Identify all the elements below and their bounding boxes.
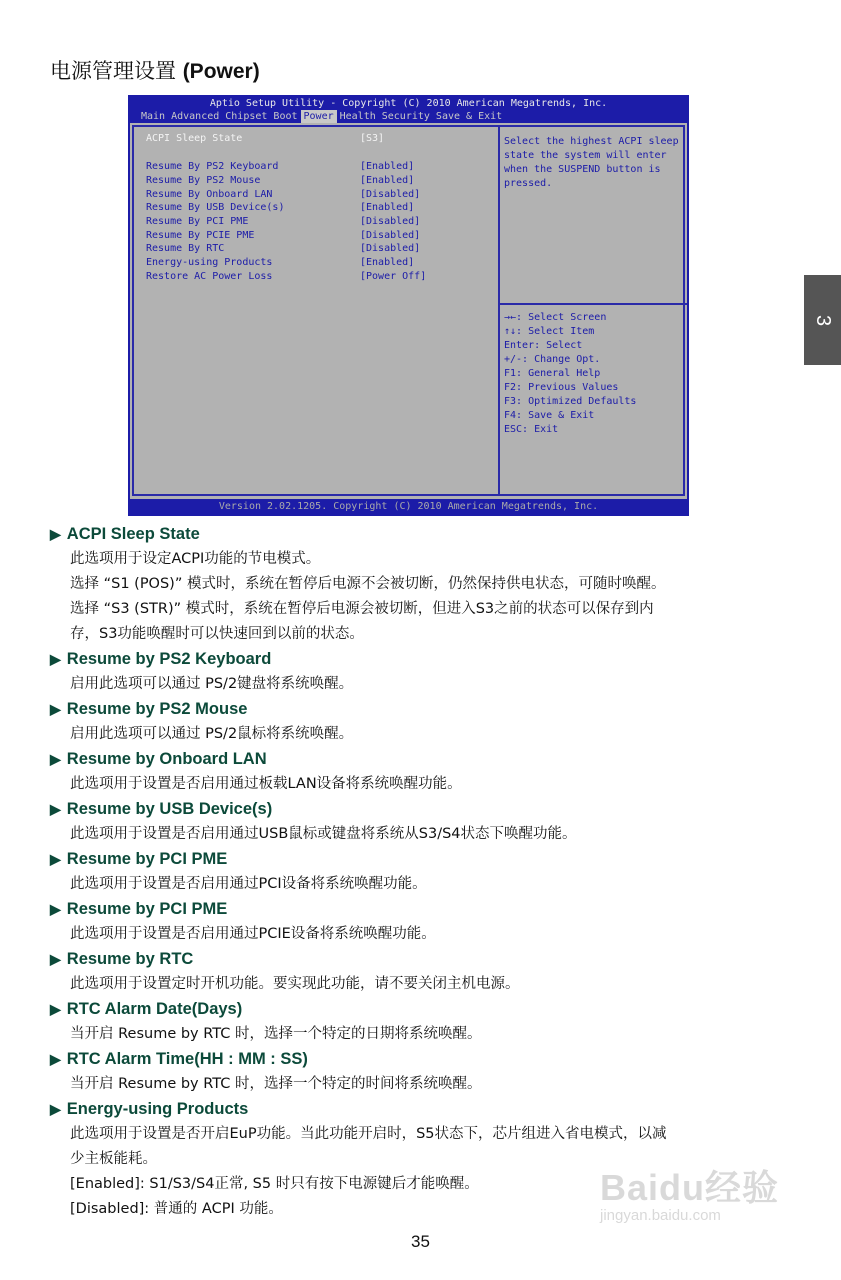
- item-text: 当开启 Resume by RTC 时，选择一个特定的日期将系统唤醒。: [70, 1026, 482, 1042]
- item-heading: ▶ Resume by PS2 Mouse: [50, 697, 790, 722]
- tab-save-exit[interactable]: Save & Exit: [435, 111, 503, 122]
- key-f3: F3: Optimized Defaults: [504, 396, 637, 407]
- bios-frame: [132, 125, 685, 496]
- tab-security[interactable]: Security: [381, 111, 430, 122]
- setting-label: Resume By USB Device(s): [146, 202, 285, 213]
- tab-chipset[interactable]: Chipset: [225, 111, 268, 122]
- triangle-right-icon: ▶: [50, 1101, 61, 1117]
- help-line: pressed.: [504, 178, 553, 189]
- triangle-right-icon: ▶: [50, 801, 61, 817]
- item-heading: ▶ Resume by PS2 Keyboard: [50, 647, 790, 672]
- setting-value[interactable]: [S3]: [360, 133, 385, 144]
- setting-resume-usb-devices[interactable]: [146, 201, 486, 215]
- setting-resume-pci-pme[interactable]: [146, 215, 486, 229]
- help-line: when the SUSPEND button is: [504, 164, 661, 175]
- watermark-logo-text: Baidu经验: [600, 1167, 780, 1208]
- bios-body: [130, 123, 687, 499]
- key-f1: F1: General Help: [504, 368, 601, 379]
- setting-resume-pcie-pme[interactable]: [146, 229, 486, 243]
- tab-health[interactable]: Health: [339, 111, 376, 122]
- item-text: 选择 “S1 (POS)” 模式时，系统在暂停后电源不会被切断，仍然保持供电状态，可随时唤醒。: [70, 576, 666, 592]
- page-number: 35: [411, 1232, 430, 1251]
- key-legend: [504, 311, 686, 437]
- setting-label: Resume By PCIE PME: [146, 230, 255, 241]
- bios-menu-bar: [138, 110, 505, 123]
- chapter-number: 3: [812, 314, 834, 326]
- setting-energy-using-products[interactable]: [146, 256, 486, 270]
- item-heading: ▶ Energy-using Products: [50, 1097, 790, 1122]
- setting-value[interactable]: [Disabled]: [360, 230, 421, 241]
- setting-resume-ps2-keyboard[interactable]: [146, 160, 486, 174]
- tab-advanced[interactable]: Advanced: [171, 111, 220, 122]
- description-list: [50, 522, 790, 1222]
- key-f2: F2: Previous Values: [504, 382, 619, 393]
- item-text: 当开启 Resume by RTC 时，选择一个特定的时间将系统唤醒。: [70, 1076, 482, 1092]
- help-line: Select the highest ACPI sleep: [504, 136, 679, 147]
- item-heading: ▶ Resume by PCI PME: [50, 847, 790, 872]
- setting-value[interactable]: [Disabled]: [360, 243, 421, 254]
- setting-value[interactable]: [Disabled]: [360, 216, 421, 227]
- setting-resume-onboard-lan[interactable]: [146, 188, 486, 202]
- bios-screenshot: [128, 95, 689, 516]
- key-change-opt: +/-: Change Opt.: [504, 354, 601, 365]
- setting-label: ACPI Sleep State: [146, 133, 243, 144]
- item-text: 少主板能耗。: [70, 1151, 157, 1167]
- item-text: [Disabled]: 普通的 ACPI 功能。: [70, 1201, 283, 1217]
- help-panel: [504, 135, 686, 191]
- key-esc: ESC: Exit: [504, 424, 559, 435]
- setting-label: Resume By Onboard LAN: [146, 189, 273, 200]
- baidu-watermark: [600, 1160, 779, 1224]
- item-text: 启用此选项可以通过 PS/2鼠标将系统唤醒。: [70, 726, 354, 742]
- bios-footer: Version 2.02.1205. Copyright (C) 2010 American Megatrends, Inc.: [218, 501, 599, 512]
- triangle-right-icon: ▶: [50, 701, 61, 717]
- setting-value[interactable]: [Disabled]: [360, 189, 421, 200]
- key-select-screen: →←: Select Screen: [504, 312, 607, 323]
- key-enter: Enter: Select: [504, 340, 583, 351]
- triangle-right-icon: ▶: [50, 1001, 61, 1017]
- setting-restore-ac-power-loss[interactable]: [146, 270, 486, 284]
- item-text: 此选项用于设置是否启用通过板载LAN设备将系统唤醒功能。: [70, 776, 462, 792]
- key-f4: F4: Save & Exit: [504, 410, 595, 421]
- setting-value[interactable]: [Enabled]: [360, 161, 415, 172]
- item-text: 存，S3功能唤醒时可以快速回到以前的状态。: [70, 626, 364, 642]
- item-heading: ▶ ACPI Sleep State: [50, 522, 790, 547]
- setting-label: Resume By PS2 Mouse: [146, 175, 261, 186]
- bios-title: Aptio Setup Utility - Copyright (C) 2010 American Megatrends, Inc.: [209, 98, 608, 109]
- page-title: [50, 55, 260, 85]
- help-line: state the system will enter: [504, 150, 667, 161]
- setting-label: Resume By PS2 Keyboard: [146, 161, 279, 172]
- triangle-right-icon: ▶: [50, 951, 61, 967]
- item-heading: ▶ RTC Alarm Time(HH : MM : SS): [50, 1047, 790, 1072]
- setting-resume-rtc[interactable]: [146, 242, 486, 256]
- item-text: 此选项用于设置定时开机功能。要实现此功能，请不要关闭主机电源。: [70, 976, 520, 992]
- key-select-item: ↑↓: Select Item: [504, 326, 595, 337]
- tab-main[interactable]: Main: [141, 111, 166, 122]
- item-heading: ▶ Resume by PCI PME: [50, 897, 790, 922]
- item-text: 此选项用于设定ACPI功能的节电模式。: [70, 551, 321, 567]
- item-text: 此选项用于设置是否启用通过PCIE设备将系统唤醒功能。: [70, 926, 436, 942]
- triangle-right-icon: ▶: [50, 526, 61, 542]
- setting-label: Resume By PCI PME: [146, 216, 249, 227]
- setting-acpi-sleep-state[interactable]: [146, 132, 486, 146]
- tab-boot[interactable]: Boot: [273, 111, 298, 122]
- chapter-tab: [804, 275, 841, 365]
- page-title-en: (Power): [182, 60, 260, 83]
- setting-label: Resume By RTC: [146, 243, 225, 254]
- item-text: 此选项用于设置是否启用通过USB鼠标或键盘将系统从S3/S4状态下唤醒功能。: [70, 826, 577, 842]
- item-text: [Enabled]: S1/S3/S4正常, S5 时只有按下电源键后才能唤醒。: [70, 1176, 479, 1192]
- setting-label: Restore AC Power Loss: [146, 271, 273, 282]
- setting-resume-ps2-mouse[interactable]: [146, 174, 486, 188]
- bios-divider-horizontal: [500, 303, 687, 305]
- triangle-right-icon: ▶: [50, 901, 61, 917]
- page-title-cn: 电源管理设置: [50, 59, 176, 83]
- item-heading: ▶ Resume by RTC: [50, 947, 790, 972]
- item-heading: ▶ Resume by Onboard LAN: [50, 747, 790, 772]
- item-heading: ▶ RTC Alarm Date(Days): [50, 997, 790, 1022]
- tab-power[interactable]: Power: [301, 110, 337, 123]
- item-text: 启用此选项可以通过 PS/2键盘将系统唤醒。: [70, 676, 354, 692]
- triangle-right-icon: ▶: [50, 851, 61, 867]
- setting-value[interactable]: [Enabled]: [360, 175, 415, 186]
- item-text: 此选项用于设置是否开启EuP功能。当此功能开启时，S5状态下，芯片组进入省电模式，以减: [70, 1126, 667, 1142]
- triangle-right-icon: ▶: [50, 751, 61, 767]
- setting-value[interactable]: [Enabled]: [360, 257, 415, 268]
- setting-label: Energy-using Products: [146, 257, 273, 268]
- triangle-right-icon: ▶: [50, 1051, 61, 1067]
- bios-divider-vertical: [498, 127, 500, 494]
- setting-value[interactable]: [Enabled]: [360, 202, 415, 213]
- triangle-right-icon: ▶: [50, 651, 61, 667]
- watermark-url: jingyan.baidu.com: [600, 1207, 721, 1224]
- item-text: 选择 “S3 (STR)” 模式时，系统在暂停后电源会被切断，但进入S3之前的状态可以保存到内: [70, 601, 654, 617]
- item-text: 此选项用于设置是否启用通过PCI设备将系统唤醒功能。: [70, 876, 427, 892]
- item-heading: ▶ Resume by USB Device(s): [50, 797, 790, 822]
- setting-value[interactable]: [Power Off]: [360, 271, 427, 282]
